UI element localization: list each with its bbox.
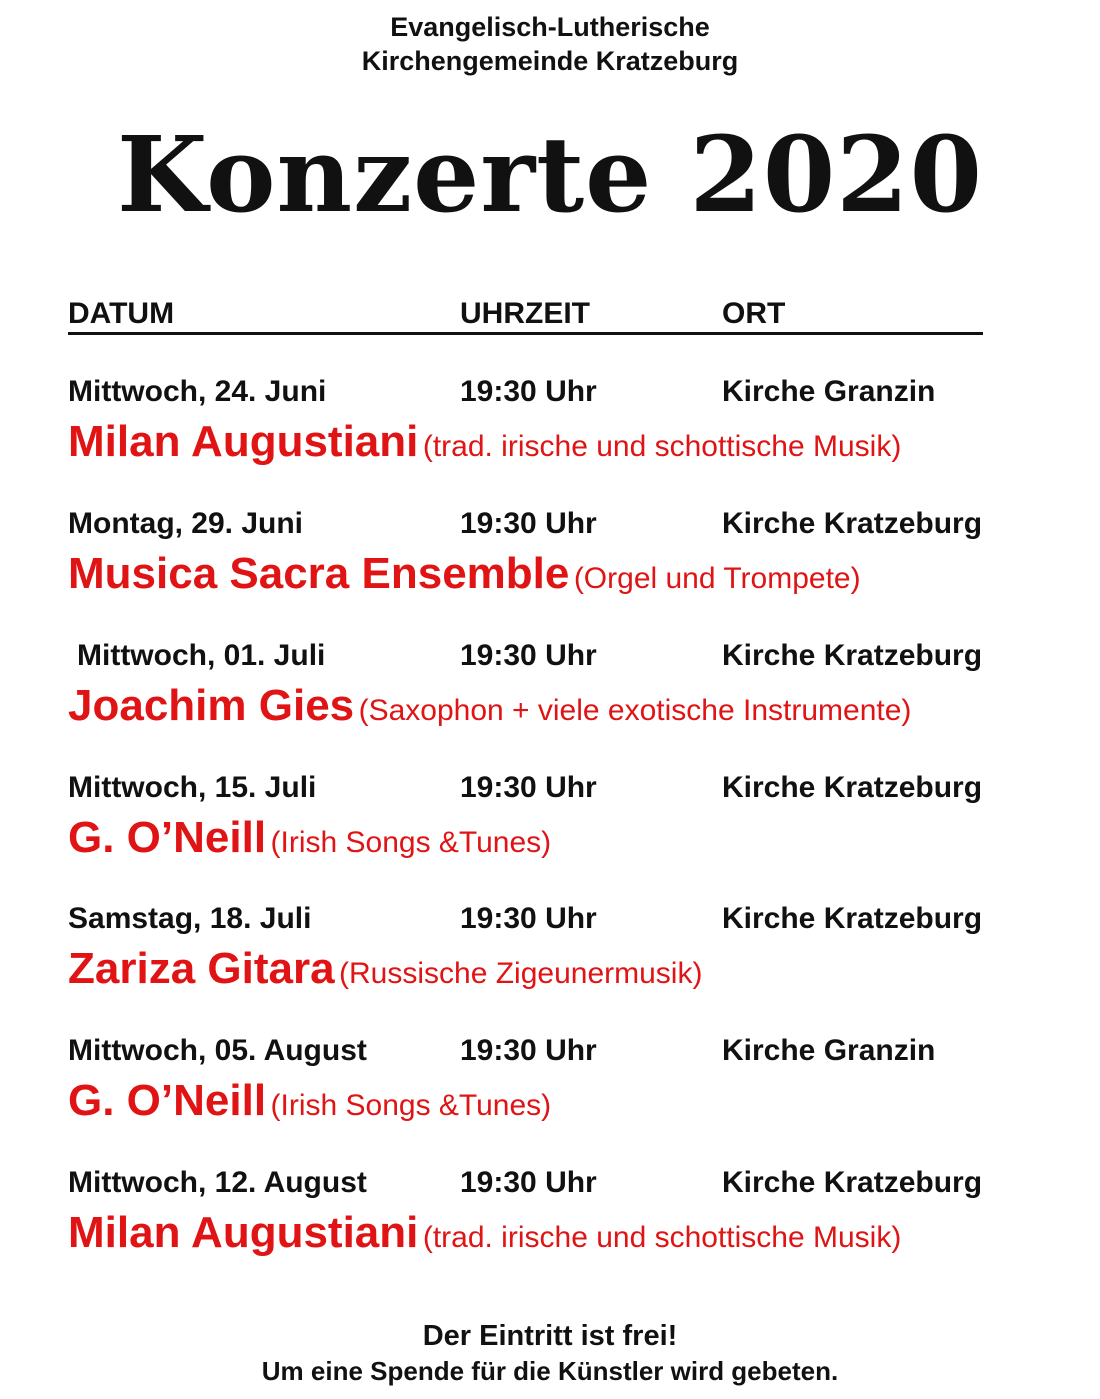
table-header: [68, 296, 983, 335]
event-date: Mittwoch, 15. Juli: [68, 771, 317, 804]
event-date: Mittwoch, 01. Juli: [77, 639, 326, 672]
event-time: 19:30 Uhr: [460, 1166, 597, 1199]
event-time: 19:30 Uhr: [460, 375, 597, 408]
artist-name: Musica Sacra Ensemble: [68, 549, 570, 598]
event-artist-line: [68, 1205, 901, 1271]
event-info: [0, 1163, 1100, 1203]
event-time: 19:30 Uhr: [460, 639, 597, 672]
page-title: Konzerte 2020: [117, 113, 983, 236]
event-time: 19:30 Uhr: [460, 902, 597, 935]
organization-line-2: Kirchengemeinde Kratzeburg: [361, 46, 739, 76]
event-place: Kirche Kratzeburg: [722, 1166, 983, 1199]
organization-line-1: Evangelisch-Lutherische: [390, 12, 710, 42]
header-time: UHRZEIT: [460, 297, 590, 330]
event-date: Mittwoch, 24. Juni: [68, 375, 327, 408]
artist-description: (Russische Zigeunermusik): [339, 957, 703, 990]
footer-free-entry: Der Eintritt ist frei!: [422, 1320, 678, 1352]
event-info: [0, 372, 1100, 412]
footer-donation-note: Um eine Spende für die Künstler wird gebeten.: [261, 1356, 839, 1386]
event-place: Kirche Granzin: [722, 375, 936, 408]
event-artist-line: [68, 414, 901, 480]
event-info: [0, 1031, 1100, 1071]
event-item: [0, 1163, 1100, 1273]
event-info: [0, 636, 1100, 676]
artist-name: G. O’Neill: [68, 813, 267, 862]
header-date: DATUM: [68, 297, 175, 330]
event-place: Kirche Kratzeburg: [722, 771, 983, 804]
artist-name: Milan Augustiani: [68, 417, 419, 466]
event-item: [0, 899, 1100, 1009]
event-info: [0, 504, 1100, 544]
header-place: ORT: [722, 297, 786, 330]
event-place: Kirche Kratzeburg: [722, 902, 983, 935]
event-date: Mittwoch, 12. August: [68, 1166, 367, 1199]
event-item: [0, 1031, 1100, 1141]
event-place: Kirche Kratzeburg: [722, 639, 983, 672]
artist-name: Joachim Gies: [68, 681, 355, 730]
event-artist-line: [68, 810, 551, 876]
event-date: Montag, 29. Juni: [68, 507, 304, 540]
event-info: [0, 768, 1100, 808]
artist-description: (Orgel und Trompete): [573, 562, 861, 595]
event-item: [0, 768, 1100, 878]
artist-description: (Irish Songs &Tunes): [270, 826, 552, 859]
organization-header: [0, 10, 1100, 78]
artist-description: (Irish Songs &Tunes): [270, 1089, 552, 1122]
event-artist-line: [68, 1073, 551, 1139]
event-artist-line: [68, 678, 911, 744]
event-item: [0, 504, 1100, 614]
artist-name: G. O’Neill: [68, 1076, 267, 1125]
artist-description: (trad. irische und schottische Musik): [422, 1221, 902, 1254]
event-place: Kirche Granzin: [722, 1034, 936, 1067]
artist-description: (trad. irische und schottische Musik): [422, 430, 902, 463]
event-date: Samstag, 18. Juli: [68, 902, 312, 935]
event-artist-line: [68, 941, 702, 1007]
event-time: 19:30 Uhr: [460, 507, 597, 540]
artist-name: Milan Augustiani: [68, 1208, 419, 1257]
artist-description: (Saxophon + viele exotische Instrumente): [358, 694, 912, 727]
event-time: 19:30 Uhr: [460, 771, 597, 804]
event-item: [0, 636, 1100, 746]
event-date: Mittwoch, 05. August: [68, 1034, 367, 1067]
event-place: Kirche Kratzeburg: [722, 507, 983, 540]
artist-name: Zariza Gitara: [68, 944, 335, 993]
event-info: [0, 899, 1100, 939]
event-item: [0, 372, 1100, 482]
event-time: 19:30 Uhr: [460, 1034, 597, 1067]
event-artist-line: [68, 546, 861, 612]
